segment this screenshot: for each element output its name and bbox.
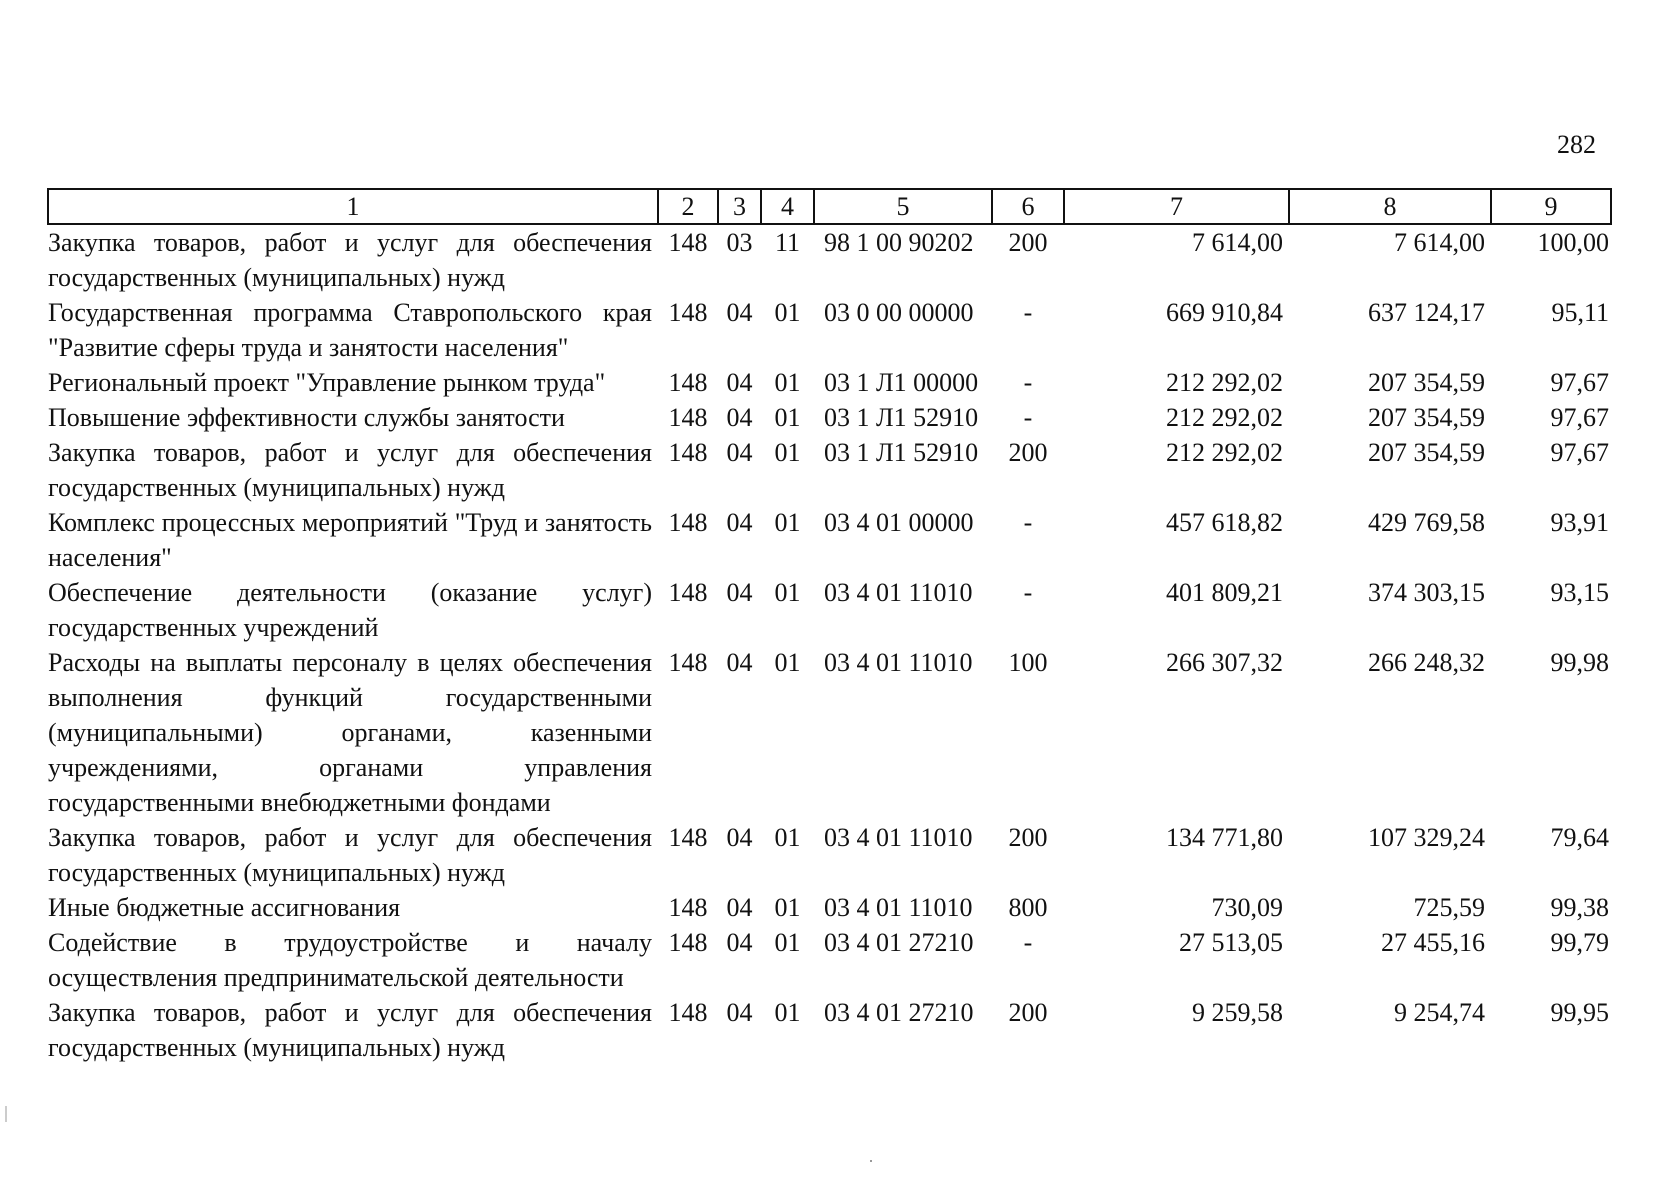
cell-pct: 97,67 [1550, 438, 1609, 467]
cell-csr: 98 1 00 90202 [824, 228, 974, 257]
scan-dust-dot [870, 1160, 872, 1162]
header-col-1: 1 [48, 189, 658, 224]
cell-plan: 669 910,84 [1166, 298, 1283, 327]
cell-pr: 01 [774, 368, 801, 397]
cell-pct: 93,91 [1550, 508, 1609, 537]
cell-csr: 03 4 01 27210 [824, 928, 974, 957]
cell-rz: 04 [726, 823, 753, 852]
cell-csr: 03 4 01 27210 [824, 998, 974, 1027]
cell-name: Иные бюджетные ассигнования [48, 893, 401, 922]
cell-vr: - [1023, 403, 1033, 432]
cell-plan: 212 292,02 [1166, 368, 1283, 397]
cell-pr: 01 [774, 928, 801, 957]
table-body [48, 224, 1611, 1065]
cell-pct: 99,38 [1550, 893, 1609, 922]
cell-name: Закупка товаров, работ и услуг для обеспечения государственных (муниципальных) нужд [48, 228, 652, 292]
cell-plan: 134 771,80 [1166, 823, 1283, 852]
cell-vr: - [1023, 298, 1033, 327]
table-row [48, 645, 1611, 820]
cell-pct: 95,11 [1551, 298, 1609, 327]
cell-rz: 03 [726, 228, 753, 257]
cell-pct: 99,79 [1550, 928, 1609, 957]
table-row [48, 295, 1611, 365]
cell-vr: 200 [1008, 228, 1048, 257]
cell-csr: 03 4 01 11010 [824, 648, 973, 677]
cell-rz: 04 [726, 298, 753, 327]
cell-name: Расходы на выплаты персоналу в целях обеспечения выполнения функций государственными (муниципальными) органами, казенными учреждениями, органами управления государственными внебюджетными фондами [48, 648, 652, 817]
cell-gr: 148 [668, 893, 708, 922]
cell-pr: 01 [774, 403, 801, 432]
cell-vr: - [1023, 508, 1033, 537]
header-col-7: 7 [1064, 189, 1289, 224]
header-col-6: 6 [992, 189, 1064, 224]
cell-name: Комплекс процессных мероприятий "Труд и занятость населения" [48, 508, 652, 572]
table-row [48, 820, 1611, 890]
page-number: 282 [1557, 130, 1596, 159]
cell-csr: 03 4 01 11010 [824, 893, 973, 922]
cell-gr: 148 [668, 368, 708, 397]
cell-rz: 04 [726, 438, 753, 467]
cell-csr: 03 1 Л1 00000 [824, 368, 979, 397]
cell-gr: 148 [668, 438, 708, 467]
scan-edge-mark [5, 1106, 7, 1122]
cell-pct: 97,67 [1550, 368, 1609, 397]
cell-vr: - [1023, 368, 1033, 397]
cell-fact: 429 769,58 [1368, 508, 1485, 537]
table-row [48, 505, 1611, 575]
cell-fact: 107 329,24 [1368, 823, 1485, 852]
cell-fact: 374 303,15 [1368, 578, 1485, 607]
table-row [48, 575, 1611, 645]
cell-rz: 04 [726, 893, 753, 922]
cell-csr: 03 1 Л1 52910 [824, 438, 979, 467]
cell-fact: 7 614,00 [1394, 228, 1485, 257]
table-row [48, 400, 1611, 435]
cell-name: Повышение эффективности службы занятости [48, 403, 565, 432]
cell-name: Закупка товаров, работ и услуг для обеспечения государственных (муниципальных) нужд [48, 998, 652, 1062]
cell-gr: 148 [668, 578, 708, 607]
cell-rz: 04 [726, 648, 753, 677]
cell-plan: 27 513,05 [1179, 928, 1283, 957]
cell-plan: 212 292,02 [1166, 438, 1283, 467]
cell-fact: 266 248,32 [1368, 648, 1485, 677]
cell-pr: 01 [774, 893, 801, 922]
cell-vr: 200 [1008, 823, 1048, 852]
table-header [48, 189, 1611, 224]
cell-pr: 01 [774, 648, 801, 677]
cell-pr: 01 [774, 998, 801, 1027]
cell-plan: 266 307,32 [1166, 648, 1283, 677]
cell-name: Закупка товаров, работ и услуг для обеспечения государственных (муниципальных) нужд [48, 823, 652, 887]
cell-rz: 04 [726, 998, 753, 1027]
cell-vr: 200 [1008, 998, 1048, 1027]
cell-name: Региональный проект "Управление рынком труда" [48, 368, 606, 397]
cell-name: Государственная программа Ставропольского края "Развитие сферы труда и занятости населения" [48, 298, 652, 362]
cell-vr: 200 [1008, 438, 1048, 467]
cell-pr: 11 [774, 228, 801, 257]
cell-gr: 148 [668, 998, 708, 1027]
table-row [48, 890, 1611, 925]
cell-gr: 148 [668, 403, 708, 432]
cell-vr: - [1023, 578, 1033, 607]
cell-name: Закупка товаров, работ и услуг для обеспечения государственных (муниципальных) нужд [48, 438, 652, 502]
header-col-9: 9 [1491, 189, 1611, 224]
cell-name: Содействие в трудоустройстве и началу осуществления предпринимательской деятельности [48, 928, 652, 992]
table-row [48, 224, 1611, 295]
cell-fact: 27 455,16 [1381, 928, 1485, 957]
cell-plan: 7 614,00 [1192, 228, 1283, 257]
cell-pr: 01 [774, 823, 801, 852]
table-row [48, 365, 1611, 400]
cell-rz: 04 [726, 578, 753, 607]
cell-name: Обеспечение деятельности (оказание услуг) государственных учреждений [48, 578, 652, 642]
cell-csr: 03 4 01 11010 [824, 578, 973, 607]
cell-gr: 148 [668, 228, 708, 257]
cell-fact: 9 254,74 [1394, 998, 1485, 1027]
header-col-2: 2 [658, 189, 718, 224]
header-col-3: 3 [718, 189, 761, 224]
cell-pct: 100,00 [1537, 228, 1609, 257]
cell-csr: 03 4 01 00000 [824, 508, 974, 537]
cell-pct: 99,95 [1550, 998, 1609, 1027]
cell-pr: 01 [774, 508, 801, 537]
budget-table [47, 188, 1612, 1065]
cell-gr: 148 [668, 508, 708, 537]
cell-fact: 637 124,17 [1368, 298, 1485, 327]
table-row [48, 995, 1611, 1065]
cell-vr: 800 [1008, 893, 1048, 922]
cell-gr: 148 [668, 823, 708, 852]
cell-gr: 148 [668, 648, 708, 677]
cell-gr: 148 [668, 928, 708, 957]
cell-rz: 04 [726, 508, 753, 537]
cell-plan: 457 618,82 [1166, 508, 1283, 537]
header-col-4: 4 [761, 189, 814, 224]
cell-vr: - [1023, 928, 1033, 957]
cell-csr: 03 4 01 11010 [824, 823, 973, 852]
cell-csr: 03 1 Л1 52910 [824, 403, 979, 432]
cell-plan: 730,09 [1211, 893, 1283, 922]
cell-fact: 207 354,59 [1368, 368, 1485, 397]
cell-fact: 725,59 [1413, 893, 1485, 922]
table-row [48, 925, 1611, 995]
cell-pr: 01 [774, 298, 801, 327]
cell-fact: 207 354,59 [1368, 403, 1485, 432]
cell-pct: 79,64 [1550, 823, 1609, 852]
cell-rz: 04 [726, 403, 753, 432]
header-row [48, 189, 1611, 224]
cell-plan: 401 809,21 [1166, 578, 1283, 607]
cell-rz: 04 [726, 928, 753, 957]
cell-csr: 03 0 00 00000 [824, 298, 974, 327]
cell-fact: 207 354,59 [1368, 438, 1485, 467]
header-col-5: 5 [814, 189, 992, 224]
cell-vr: 100 [1008, 648, 1048, 677]
cell-pct: 97,67 [1550, 403, 1609, 432]
cell-pct: 93,15 [1550, 578, 1609, 607]
cell-gr: 148 [668, 298, 708, 327]
cell-plan: 212 292,02 [1166, 403, 1283, 432]
cell-pct: 99,98 [1550, 648, 1609, 677]
table-row [48, 435, 1611, 505]
cell-pr: 01 [774, 578, 801, 607]
header-col-8: 8 [1289, 189, 1491, 224]
cell-pr: 01 [774, 438, 801, 467]
cell-rz: 04 [726, 368, 753, 397]
cell-plan: 9 259,58 [1192, 998, 1283, 1027]
